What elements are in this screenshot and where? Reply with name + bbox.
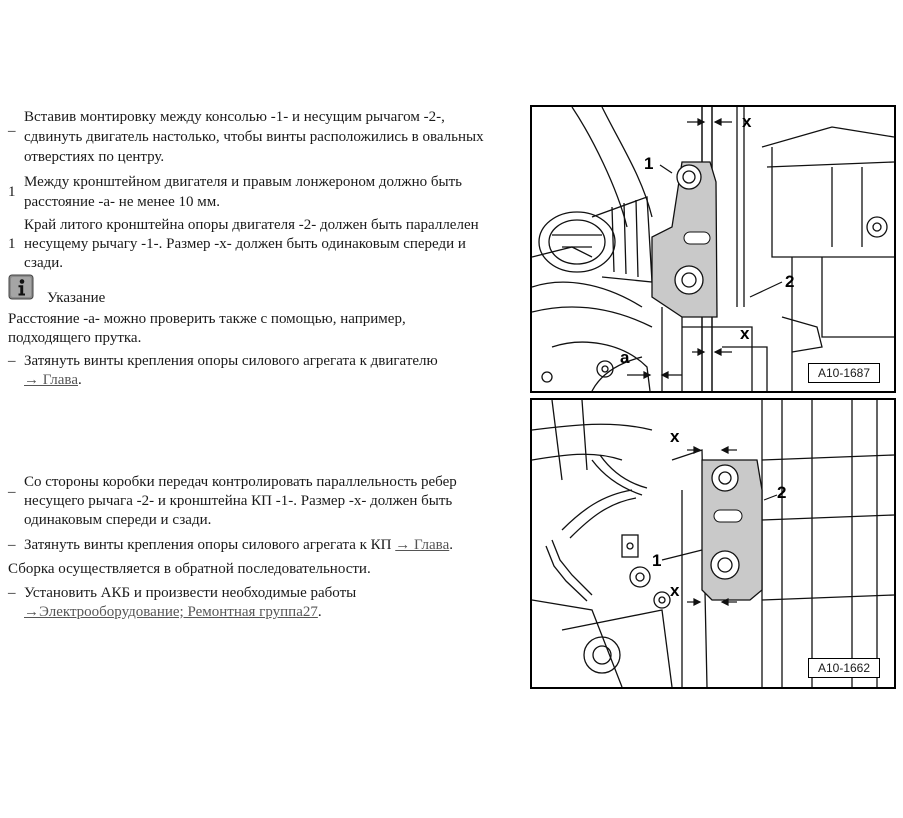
step-text-line: Край литого кронштейна опоры двигателя -2- должен быть параллелен <box>24 217 479 233</box>
step-marker: – <box>8 585 16 601</box>
dimension-label-a: a <box>620 348 630 367</box>
step-suffix: . <box>317 604 322 620</box>
dimension-label-x: x <box>670 581 680 600</box>
callout-label-2: 2 <box>777 483 787 502</box>
callout-label-1: 1 <box>652 551 662 570</box>
assembly-note: Сборка осуществляется в обратной последовательности. <box>8 561 371 577</box>
info-icon <box>8 274 34 300</box>
step-link-line <box>24 602 322 622</box>
figure-gearbox-mount <box>530 398 896 689</box>
note-text-line: подходящего прутка. <box>8 330 142 346</box>
step-marker: – <box>8 537 16 553</box>
step-text-line: сзади. <box>24 255 64 271</box>
note-title: Указание <box>47 290 106 306</box>
dimension-label-x: x <box>742 112 752 131</box>
gearbox-mount-drawing <box>532 400 894 687</box>
step-text-line <box>24 535 453 555</box>
figure-engine-mount <box>530 105 896 393</box>
step-text-line: сдвинуть двигатель настолько, чтобы винты расположились в овальных <box>24 129 484 145</box>
step-text-line: одинаковым спереди и сзади. <box>24 512 212 528</box>
step-text-line: отверстиях по центру. <box>24 149 165 165</box>
step-text-line: несущему рычагу -1-. Размер -x- должен быть одинаковым спереди и <box>24 236 466 252</box>
callout-label-2: 2 <box>785 272 795 291</box>
callout-label-1: 1 <box>644 154 654 173</box>
step-marker: 1 <box>8 184 16 200</box>
step-marker: – <box>8 353 16 369</box>
engine-mount-drawing <box>532 107 894 391</box>
step-marker: 1 <box>8 236 16 252</box>
step-text-line: Установить АКБ и произвести необходимые работы <box>24 585 357 601</box>
step-marker: – <box>8 123 16 139</box>
step-link-line <box>24 370 82 390</box>
figure-id: A10-1687 <box>808 363 880 383</box>
step-text-line: Со стороны коробки передач контролировать параллельность ребер <box>24 474 457 490</box>
step-suffix: . <box>449 537 453 553</box>
step-text-line: Между кронштейном двигателя и правым лонжероном должно быть <box>24 174 462 190</box>
electrical-link[interactable]: →Электрооборудование; Ремонтная группа27 <box>24 604 318 620</box>
chapter-link[interactable]: → Глава <box>24 372 78 388</box>
step-text: Затянуть винты крепления опоры силового агрегата к КП <box>24 537 392 553</box>
step-text-line: расстояние -a- не менее 10 мм. <box>24 194 220 210</box>
dimension-label-x: x <box>740 324 750 343</box>
dimension-label-x: x <box>670 427 680 446</box>
figure-id: A10-1662 <box>808 658 880 678</box>
step-marker: – <box>8 484 16 500</box>
chapter-link[interactable]: → Глава <box>395 537 450 553</box>
step-text-line: Затянуть винты крепления опоры силового агрегата к двигателю <box>24 353 438 369</box>
note-text-line: Расстояние -a- можно проверить также с помощью, например, <box>8 311 406 327</box>
step-text-line: несущего рычага -2- и кронштейна КП -1-. Размер -x- должен быть <box>24 493 453 509</box>
step-text-line: Вставив монтировку между консолью -1- и несущим рычагом -2-, <box>24 109 445 125</box>
step-suffix: . <box>77 372 82 388</box>
